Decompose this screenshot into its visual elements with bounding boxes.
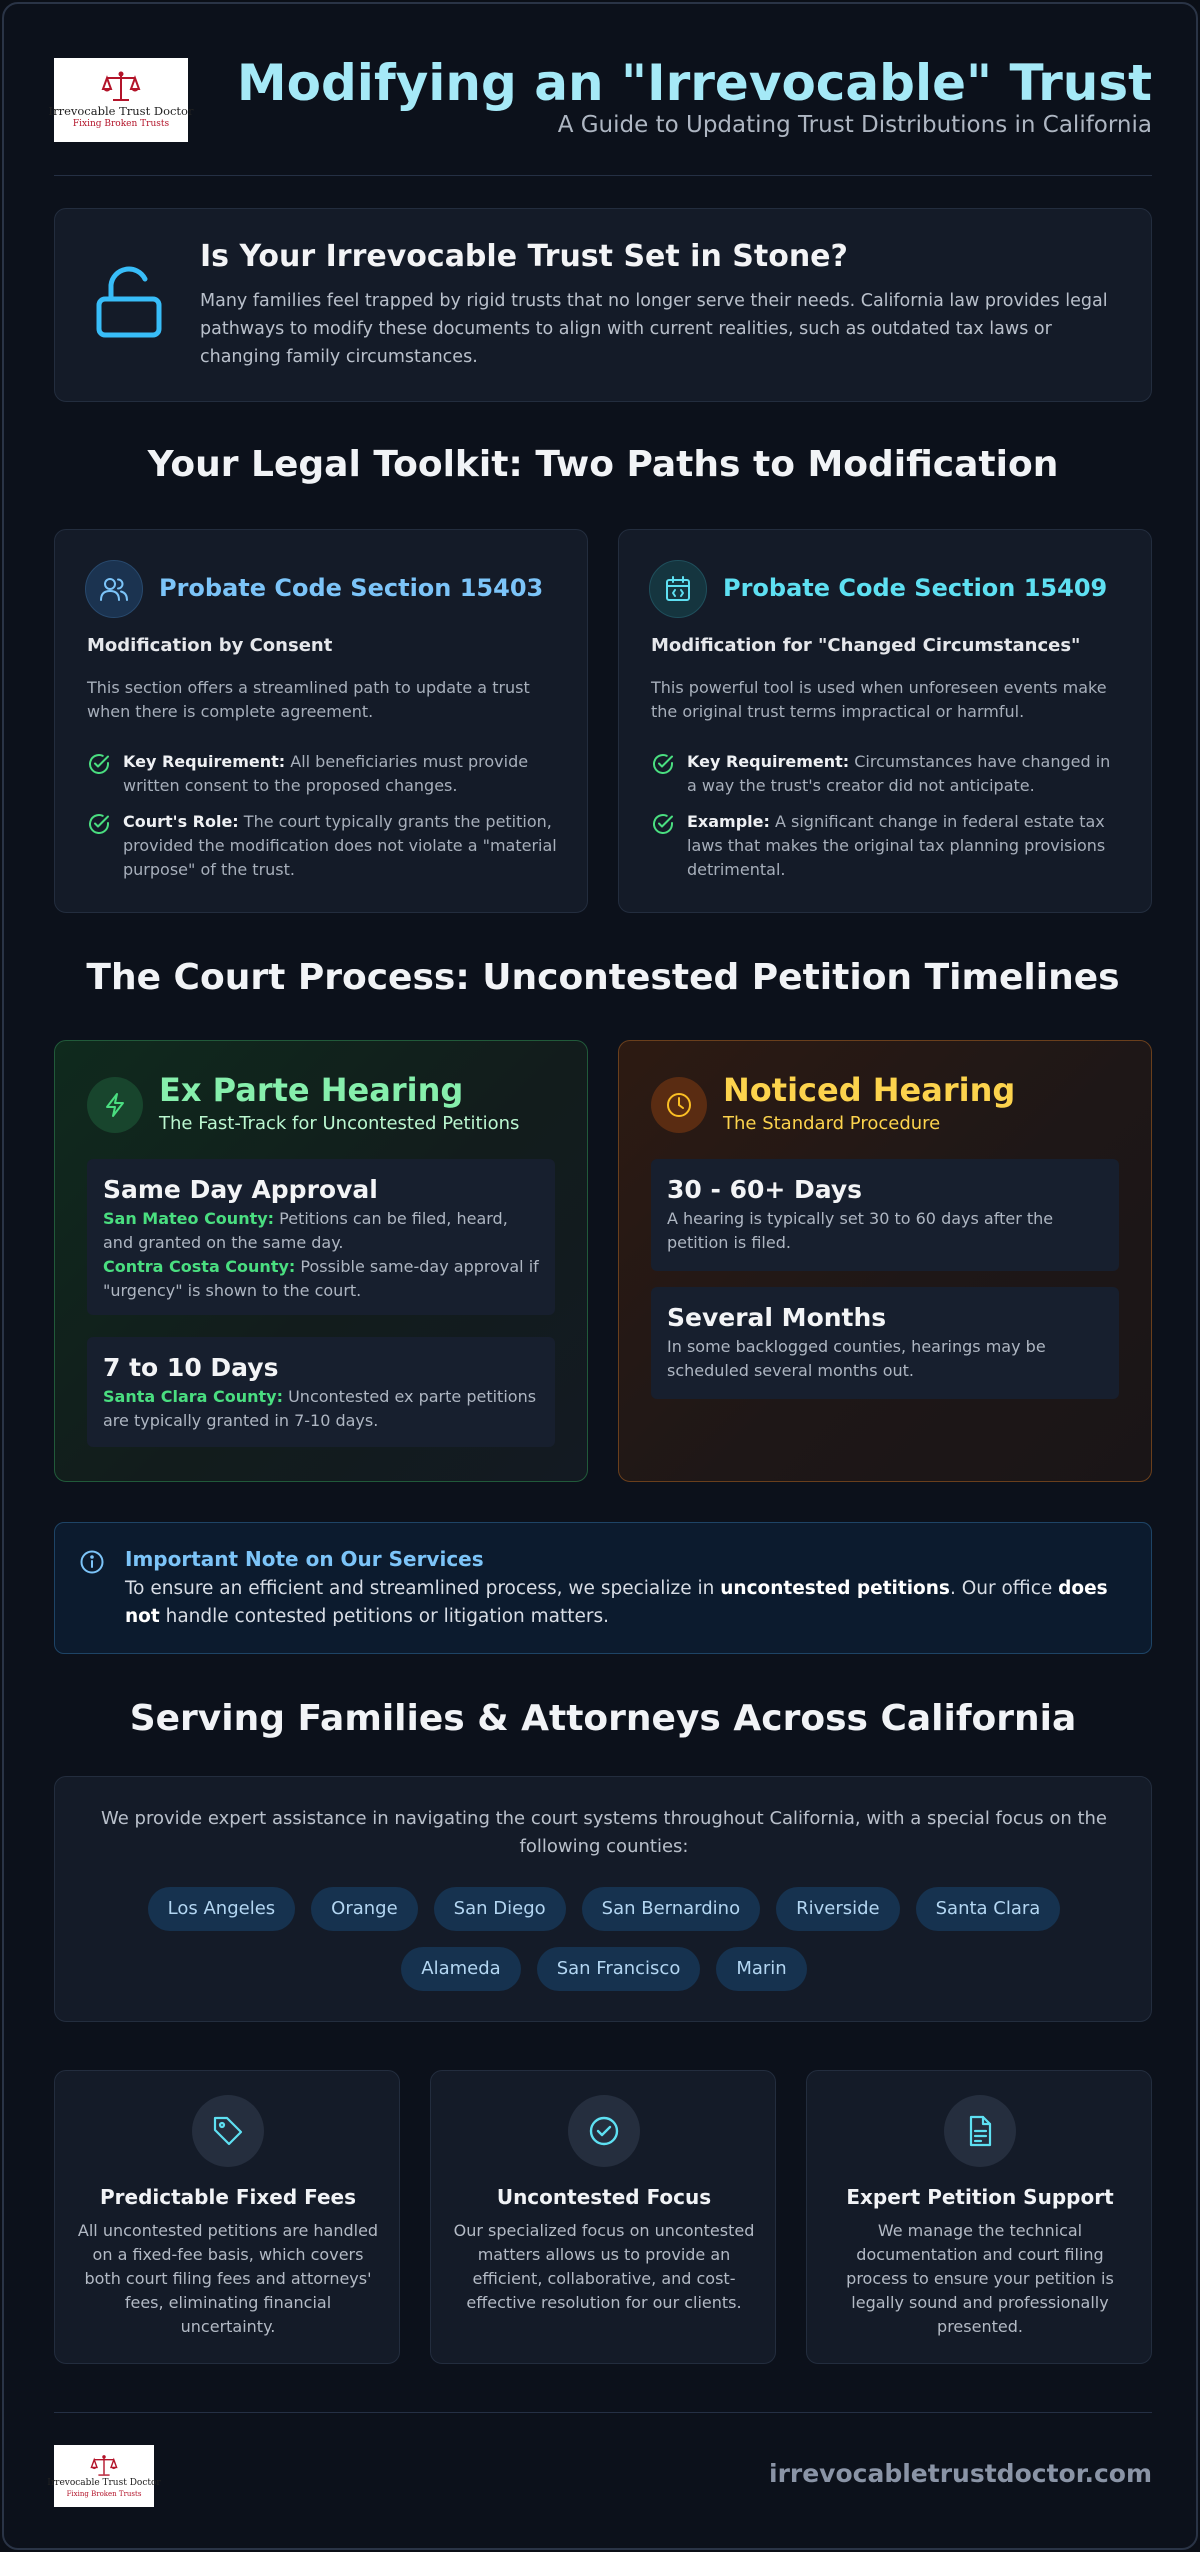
toolkit-bullet — [651, 750, 1121, 798]
logo-tagline: Fixing Broken Trusts — [72, 119, 170, 129]
timeline-box — [651, 1159, 1119, 1271]
timeline-box — [87, 1159, 555, 1315]
noticed-title: Noticed Hearing — [723, 1071, 1016, 1109]
timeline-line — [103, 1207, 539, 1255]
bullet-label: Court's Role: — [123, 812, 239, 831]
scales-of-justice-icon — [101, 70, 141, 104]
check-circle-icon — [87, 752, 111, 776]
county-list — [95, 1887, 1113, 1991]
feature-title: Expert Petition Support — [846, 2185, 1114, 2209]
info-icon — [79, 1549, 105, 1575]
timeline-heading: Same Day Approval — [103, 1175, 378, 1204]
county-name: San Mateo County: — [103, 1209, 275, 1228]
county-name: Santa Clara County: — [103, 1387, 283, 1406]
note-text: To ensure an efficient and streamlined process, we specialize in uncontested petitions. Our office does not handle contested petitions or litigation matters. — [125, 1578, 1108, 1627]
infographic-frame — [2, 2, 1198, 2550]
toolkit-card-15403 — [54, 529, 588, 913]
noticed-subtitle: The Standard Procedure — [723, 1113, 941, 1134]
lightning-icon — [87, 1077, 143, 1133]
timeline-line — [103, 1255, 539, 1303]
note-bold: uncontested petitions — [720, 1578, 950, 1599]
feature-title: Uncontested Focus — [496, 2185, 712, 2209]
check-circle-icon — [651, 752, 675, 776]
toolkit-card-title: Probate Code Section 15409 — [723, 574, 1108, 602]
note-bold: does not — [125, 1578, 1108, 1627]
serving-card — [54, 1776, 1152, 2022]
county-pill: San Bernardino — [582, 1887, 760, 1931]
toolkit-card-title: Probate Code Section 15403 — [159, 574, 544, 602]
document-icon — [944, 2095, 1016, 2167]
website-link[interactable]: irrevocabletrustdoctor.com — [769, 2459, 1152, 2488]
toolkit-card-desc: This powerful tool is used when unforeseen events make the original trust terms impractical or harmful. — [651, 678, 1107, 721]
toolkit-bullet — [87, 810, 557, 882]
timeline-heading: 30 - 60+ Days — [667, 1175, 863, 1204]
toolkit-title: Your Legal Toolkit: Two Paths to Modification — [147, 444, 1059, 485]
intro-heading: Is Your Irrevocable Trust Set in Stone? — [200, 239, 848, 274]
feature-text: We manage the technical documentation and court filing process to ensure your petition is legally sound and professionally presented. — [846, 2221, 1114, 2336]
ex-parte-card — [54, 1040, 588, 1482]
timeline-text: A hearing is typically set 30 to 60 days after the petition is filed. — [667, 1209, 1054, 1252]
bullet-text: Circumstances have changed in a way the trust's creator did not anticipate. — [687, 752, 1111, 795]
serving-title: Serving Families & Attorneys Across California — [129, 1698, 1077, 1739]
feature-text: Our specialized focus on uncontested matters allows us to provide an efficient, collaborative, and cost-effective resolution for our clients. — [453, 2221, 755, 2312]
serving-intro: We provide expert assistance in navigating the court systems throughout California, with a special focus on the following counties: — [101, 1808, 1107, 1857]
scales-of-justice-icon — [90, 2454, 118, 2478]
logo-name: Irrevocable Trust Doctor — [47, 2477, 161, 2488]
feature-text: All uncontested petitions are handled on a fixed-fee basis, which covers both court filing fees and attorneys' fees, eliminating financial uncertainty. — [77, 2221, 379, 2336]
logo-name: Irrevocable Trust Doctor — [48, 104, 194, 118]
county-pill: Riverside — [776, 1887, 900, 1931]
timeline-text: In some backlogged counties, hearings may be scheduled several months out. — [667, 1337, 1046, 1380]
county-pill: Santa Clara — [916, 1887, 1061, 1931]
bullet-text: All beneficiaries must provide written consent to the proposed changes. — [123, 752, 529, 795]
footer-logo — [47, 2445, 161, 2507]
feature-card — [806, 2070, 1152, 2364]
feature-card — [54, 2070, 400, 2364]
intro-text: Many families feel trapped by rigid trusts that no longer serve their needs. California law provides legal pathways to modify these documents to align with current realities, such as outdated tax laws or changing family circumstances. — [200, 291, 1108, 367]
tag-icon — [192, 2095, 264, 2167]
bullet-label: Key Requirement: — [687, 752, 850, 771]
county-pill: Los Angeles — [148, 1887, 296, 1931]
feature-card — [430, 2070, 776, 2364]
note-heading: Important Note on Our Services — [125, 1547, 484, 1571]
header — [48, 54, 1152, 176]
timeline-text: Possible same-day approval if "urgency" is shown to the court. — [103, 1257, 539, 1300]
footer — [47, 2412, 1152, 2504]
timeline-heading: 7 to 10 Days — [103, 1353, 279, 1382]
clock-icon — [651, 1077, 707, 1133]
court-process-title: The Court Process: Uncontested Petition Timelines — [86, 957, 1120, 998]
ex-parte-title: Ex Parte Hearing — [159, 1071, 464, 1109]
page-subtitle: A Guide to Updating Trust Distributions in California — [557, 112, 1152, 138]
users-icon — [85, 560, 143, 618]
county-pill: Orange — [311, 1887, 418, 1931]
noticed-hearing-card — [618, 1040, 1152, 1482]
timeline-text: Petitions can be filed, heard, and granted on the same day. — [103, 1209, 508, 1252]
unlock-icon — [93, 265, 167, 341]
county-pill: Alameda — [401, 1947, 520, 1991]
toolkit-card-15409 — [618, 529, 1152, 913]
ex-parte-subtitle: The Fast-Track for Uncontested Petitions — [159, 1113, 520, 1134]
toolkit-bullet — [651, 810, 1121, 882]
toolkit-bullet — [87, 750, 557, 798]
bullet-text: The court typically grants the petition, provided the modification does not violate a "material purpose" of the trust. — [123, 812, 557, 879]
county-pill: Marin — [716, 1947, 806, 1991]
logo — [48, 58, 194, 142]
toolkit-card-subtitle: Modification for "Changed Circumstances" — [651, 635, 1081, 656]
timeline-line — [103, 1385, 539, 1433]
services-note — [54, 1522, 1152, 1654]
timeline-heading: Several Months — [667, 1303, 887, 1332]
toolkit-card-desc: This section offers a streamlined path to update a trust when there is complete agreement. — [87, 678, 530, 721]
bullet-label: Example: — [687, 812, 770, 831]
feature-title: Predictable Fixed Fees — [99, 2185, 356, 2209]
check-circle-icon — [651, 812, 675, 836]
logo-tagline: Fixing Broken Trusts — [66, 2489, 142, 2498]
check-circle-icon — [87, 812, 111, 836]
timeline-text: Uncontested ex parte petitions are typically granted in 7-10 days. — [103, 1387, 537, 1430]
county-name: Contra Costa County: — [103, 1257, 296, 1276]
page-title: Modifying an "Irrevocable" Trust — [236, 54, 1152, 112]
intro-card — [54, 208, 1152, 402]
toolkit-card-subtitle: Modification by Consent — [87, 635, 333, 656]
check-circle-icon — [568, 2095, 640, 2167]
county-pill: San Francisco — [537, 1947, 701, 1991]
bullet-label: Key Requirement: — [123, 752, 286, 771]
calendar-code-icon — [649, 560, 707, 618]
bullet-text: A significant change in federal estate tax laws that makes the original tax planning provisions detrimental. — [687, 812, 1106, 879]
timeline-box — [87, 1337, 555, 1447]
county-pill: San Diego — [434, 1887, 566, 1931]
timeline-box — [651, 1287, 1119, 1399]
